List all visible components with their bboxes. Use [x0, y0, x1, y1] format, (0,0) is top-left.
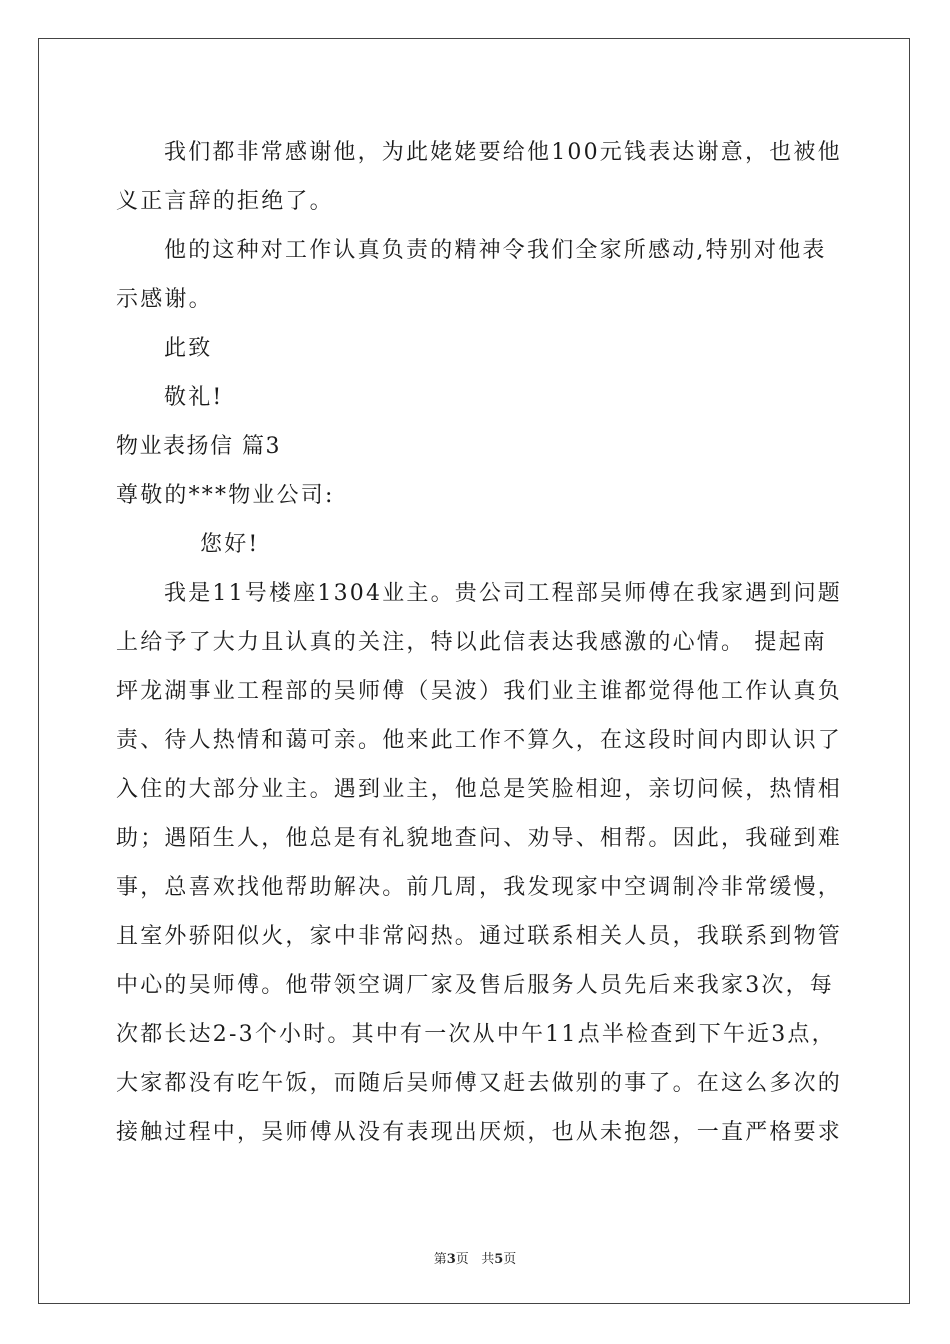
paragraph-line: 助；遇陌生人，他总是有礼貌地查问、劝导、相帮。因此，我碰到难: [116, 826, 843, 851]
page-prefix: 第: [433, 1252, 447, 1267]
paragraph-line: 坪龙湖事业工程部的吴师傅（吴波）我们业主谁都觉得他工作认真负: [116, 679, 843, 704]
paragraph-line: 我们都非常感谢他，为此姥姥要给他100元钱表达谢意，也被他: [164, 140, 842, 165]
section-heading: 物业表扬信 篇3: [116, 434, 281, 459]
letter-greeting: 您好!: [200, 532, 260, 557]
paragraph-line: 示感谢。: [116, 287, 213, 312]
total-prefix: 共: [481, 1252, 495, 1267]
paragraph-line: 义正言辞的拒绝了。: [116, 189, 334, 214]
total-pages: 5: [494, 1252, 504, 1267]
letter-addressee: 尊敬的***物业公司:: [116, 483, 335, 508]
page-footer: [0, 1248, 950, 1267]
paragraph-line: 他的这种对工作认真负责的精神令我们全家所感动,特别对他表: [164, 238, 827, 263]
paragraph-line: 次都长达2-3个小时。其中有一次从中午11点半检查到下午近3点，: [116, 1022, 836, 1047]
paragraph-line: 接触过程中，吴师傅从没有表现出厌烦，也从未抱怨，一直严格要求: [116, 1120, 843, 1145]
paragraph-line: 大家都没有吃午饭，而随后吴师傅又赶去做别的事了。在这么多次的: [116, 1071, 843, 1096]
page-number: 3: [446, 1252, 456, 1267]
paragraph-line: 且室外骄阳似火，家中非常闷热。通过联系相关人员，我联系到物管: [116, 924, 843, 949]
paragraph-line: 责、待人热情和蔼可亲。他来此工作不算久，在这段时间内即认识了: [116, 728, 843, 753]
paragraph-line: 入住的大部分业主。遇到业主，他总是笑脸相迎，亲切问候，热情相: [116, 777, 843, 802]
closing-salutation: 此致: [164, 336, 213, 361]
document-body: [116, 128, 842, 1157]
paragraph-line: 中心的吴师傅。他带领空调厂家及售后服务人员先后来我家3次，每: [116, 973, 834, 998]
total-suffix: 页: [503, 1252, 517, 1267]
paragraph-line: 上给予了大力且认真的关注，特以此信表达我感激的心情。 提起南: [116, 630, 827, 655]
closing-regards: 敬礼!: [164, 385, 224, 410]
paragraph-line: 我是11号楼座1304业主。贵公司工程部吴师傅在我家遇到问题: [164, 581, 842, 606]
page-suffix: 页: [455, 1252, 469, 1267]
paragraph-line: 事，总喜欢找他帮助解决。前几周，我发现家中空调制冷非常缓慢，: [116, 875, 843, 900]
